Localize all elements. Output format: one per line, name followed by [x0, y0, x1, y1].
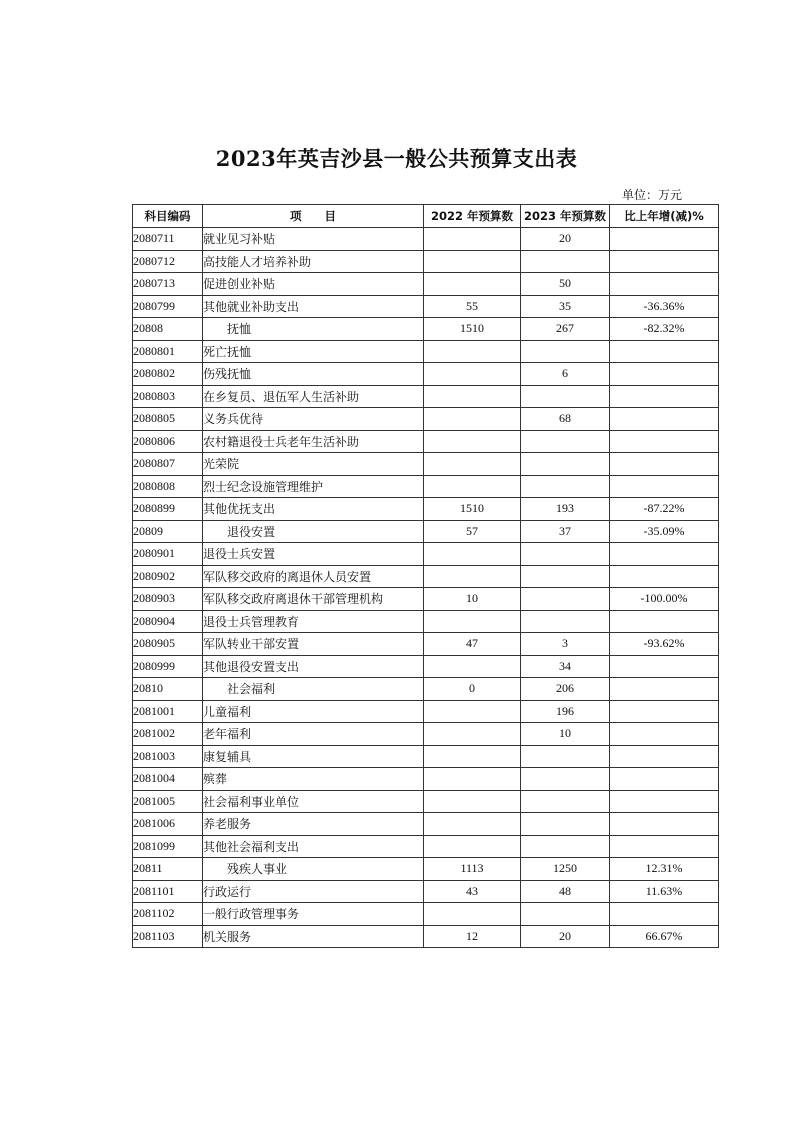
budget-2022-cell	[424, 250, 521, 273]
change-percent-cell	[610, 385, 719, 408]
budget-2023-cell: 37	[521, 520, 610, 543]
budget-2022-cell: 57	[424, 520, 521, 543]
change-percent-cell	[610, 250, 719, 273]
table-row	[133, 385, 719, 408]
change-percent-cell	[610, 565, 719, 588]
code-cell: 2080903	[133, 588, 203, 611]
code-cell: 2080902	[133, 565, 203, 588]
budget-2022-cell: 1510	[424, 318, 521, 341]
table-row	[133, 925, 719, 948]
unit-label: 单位：万元	[622, 188, 683, 202]
table-row	[133, 363, 719, 386]
budget-2023-cell: 20	[521, 925, 610, 948]
change-percent-cell: -82.32%	[610, 318, 719, 341]
item-name-cell: 军队转业干部安置	[203, 633, 424, 656]
budget-2022-cell	[424, 610, 521, 633]
budget-2022-cell	[424, 453, 521, 476]
header-code: 科目编码	[133, 205, 203, 228]
code-cell: 2081002	[133, 723, 203, 746]
code-cell: 20809	[133, 520, 203, 543]
item-name-cell: 义务兵优待	[203, 408, 424, 431]
code-cell: 2081006	[133, 813, 203, 836]
budget-2022-cell	[424, 363, 521, 386]
budget-2022-cell	[424, 655, 521, 678]
table-row	[133, 610, 719, 633]
change-percent-cell	[610, 430, 719, 453]
table-row	[133, 228, 719, 251]
budget-2023-cell: 68	[521, 408, 610, 431]
item-name-cell: 残疾人事业	[203, 858, 424, 881]
code-cell: 2080803	[133, 385, 203, 408]
budget-2022-cell	[424, 273, 521, 296]
budget-2023-cell	[521, 543, 610, 566]
budget-2023-cell	[521, 768, 610, 791]
budget-2022-cell	[424, 475, 521, 498]
code-cell: 2081005	[133, 790, 203, 813]
code-cell: 2080901	[133, 543, 203, 566]
code-cell: 20811	[133, 858, 203, 881]
table-body	[133, 228, 719, 948]
change-percent-cell	[610, 903, 719, 926]
change-percent-cell	[610, 790, 719, 813]
change-percent-cell	[610, 723, 719, 746]
change-percent-cell	[610, 700, 719, 723]
budget-2023-cell: 10	[521, 723, 610, 746]
table-row	[133, 430, 719, 453]
budget-2023-cell	[521, 745, 610, 768]
change-percent-cell	[610, 228, 719, 251]
change-percent-cell: 12.31%	[610, 858, 719, 881]
item-name-cell: 退役士兵安置	[203, 543, 424, 566]
table-row	[133, 858, 719, 881]
code-cell: 2080806	[133, 430, 203, 453]
code-cell: 20808	[133, 318, 203, 341]
table-row	[133, 745, 719, 768]
code-cell: 2080808	[133, 475, 203, 498]
budget-2022-cell	[424, 385, 521, 408]
table-row	[133, 678, 719, 701]
table-row	[133, 903, 719, 926]
item-name-cell: 其他社会福利支出	[203, 835, 424, 858]
budget-2022-cell	[424, 543, 521, 566]
item-name-cell: 军队移交政府的离退休人员安置	[203, 565, 424, 588]
code-cell: 2080801	[133, 340, 203, 363]
item-name-cell: 农村籍退役士兵老年生活补助	[203, 430, 424, 453]
change-percent-cell	[610, 813, 719, 836]
code-cell: 2081001	[133, 700, 203, 723]
budget-2023-cell: 50	[521, 273, 610, 296]
table-row	[133, 655, 719, 678]
change-percent-cell	[610, 453, 719, 476]
code-cell: 2081101	[133, 880, 203, 903]
change-percent-cell	[610, 835, 719, 858]
code-cell: 2081004	[133, 768, 203, 791]
code-cell: 2081003	[133, 745, 203, 768]
change-percent-cell: -93.62%	[610, 633, 719, 656]
table-row	[133, 835, 719, 858]
item-name-cell: 机关服务	[203, 925, 424, 948]
budget-2023-cell	[521, 790, 610, 813]
change-percent-cell: 11.63%	[610, 880, 719, 903]
change-percent-cell	[610, 678, 719, 701]
budget-2022-cell: 10	[424, 588, 521, 611]
header-2022-budget: 2022 年预算数	[424, 205, 521, 228]
item-name-cell: 退役士兵管理教育	[203, 610, 424, 633]
budget-2022-cell: 55	[424, 295, 521, 318]
budget-2023-cell	[521, 453, 610, 476]
item-name-cell: 社会福利事业单位	[203, 790, 424, 813]
code-cell: 2080904	[133, 610, 203, 633]
code-cell: 2081103	[133, 925, 203, 948]
item-name-cell: 社会福利	[203, 678, 424, 701]
change-percent-cell: 66.67%	[610, 925, 719, 948]
budget-2023-cell	[521, 610, 610, 633]
item-name-cell: 死亡抚恤	[203, 340, 424, 363]
code-cell: 2080802	[133, 363, 203, 386]
budget-2023-cell	[521, 903, 610, 926]
budget-2022-cell	[424, 408, 521, 431]
budget-2022-cell	[424, 340, 521, 363]
change-percent-cell	[610, 610, 719, 633]
table-row	[133, 408, 719, 431]
table-row	[133, 273, 719, 296]
table-row	[133, 633, 719, 656]
table-row	[133, 318, 719, 341]
budget-2023-cell	[521, 430, 610, 453]
change-percent-cell: -35.09%	[610, 520, 719, 543]
budget-2023-cell: 34	[521, 655, 610, 678]
budget-2023-cell	[521, 385, 610, 408]
item-name-cell: 高技能人才培养补助	[203, 250, 424, 273]
item-name-cell: 殡葬	[203, 768, 424, 791]
budget-2023-cell: 6	[521, 363, 610, 386]
table-row	[133, 475, 719, 498]
budget-2022-cell	[424, 565, 521, 588]
budget-2023-cell: 3	[521, 633, 610, 656]
code-cell: 2080905	[133, 633, 203, 656]
budget-2022-cell: 47	[424, 633, 521, 656]
change-percent-cell	[610, 408, 719, 431]
table-row	[133, 520, 719, 543]
table-row	[133, 565, 719, 588]
budget-2023-cell	[521, 475, 610, 498]
budget-2023-cell: 20	[521, 228, 610, 251]
budget-2023-cell: 206	[521, 678, 610, 701]
item-name-cell: 光荣院	[203, 453, 424, 476]
table-row	[133, 700, 719, 723]
budget-2022-cell	[424, 768, 521, 791]
code-cell: 2080799	[133, 295, 203, 318]
item-name-cell: 烈士纪念设施管理维护	[203, 475, 424, 498]
budget-2022-cell: 0	[424, 678, 521, 701]
header-change-percent: 比上年增(减)%	[610, 205, 719, 228]
budget-2022-cell: 1113	[424, 858, 521, 881]
code-cell: 2080899	[133, 498, 203, 521]
budget-2023-cell: 193	[521, 498, 610, 521]
code-cell: 2080999	[133, 655, 203, 678]
table-header-row	[133, 205, 719, 228]
item-name-cell: 其他就业补助支出	[203, 295, 424, 318]
item-name-cell: 伤残抚恤	[203, 363, 424, 386]
code-cell: 2080805	[133, 408, 203, 431]
budget-2023-cell	[521, 588, 610, 611]
change-percent-cell	[610, 340, 719, 363]
change-percent-cell	[610, 273, 719, 296]
code-cell: 2080807	[133, 453, 203, 476]
code-cell: 2080712	[133, 250, 203, 273]
item-name-cell: 一般行政管理事务	[203, 903, 424, 926]
item-name-cell: 其他优抚支出	[203, 498, 424, 521]
budget-2022-cell	[424, 813, 521, 836]
item-name-cell: 就业见习补贴	[203, 228, 424, 251]
budget-2023-cell: 196	[521, 700, 610, 723]
budget-2022-cell	[424, 903, 521, 926]
budget-2022-cell: 12	[424, 925, 521, 948]
budget-2023-cell	[521, 340, 610, 363]
table-row	[133, 295, 719, 318]
table-row	[133, 588, 719, 611]
item-name-cell: 退役安置	[203, 520, 424, 543]
header-item: 项 目	[203, 205, 424, 228]
change-percent-cell: -87.22%	[610, 498, 719, 521]
budget-2023-cell	[521, 835, 610, 858]
code-cell: 2081102	[133, 903, 203, 926]
table-row	[133, 768, 719, 791]
table-row	[133, 813, 719, 836]
item-name-cell: 促进创业补贴	[203, 273, 424, 296]
budget-table	[132, 204, 719, 948]
change-percent-cell	[610, 543, 719, 566]
item-name-cell: 在乡复员、退伍军人生活补助	[203, 385, 424, 408]
table-row	[133, 340, 719, 363]
budget-2023-cell	[521, 250, 610, 273]
budget-2023-cell	[521, 565, 610, 588]
code-cell: 2080711	[133, 228, 203, 251]
table-row	[133, 790, 719, 813]
budget-2023-cell: 267	[521, 318, 610, 341]
budget-2022-cell	[424, 228, 521, 251]
change-percent-cell	[610, 745, 719, 768]
item-name-cell: 养老服务	[203, 813, 424, 836]
table-row	[133, 543, 719, 566]
change-percent-cell: -100.00%	[610, 588, 719, 611]
change-percent-cell	[610, 655, 719, 678]
item-name-cell: 行政运行	[203, 880, 424, 903]
budget-2022-cell	[424, 700, 521, 723]
item-name-cell: 抚恤	[203, 318, 424, 341]
table-row	[133, 723, 719, 746]
item-name-cell: 儿童福利	[203, 700, 424, 723]
budget-2022-cell	[424, 790, 521, 813]
budget-2022-cell	[424, 723, 521, 746]
code-cell: 2080713	[133, 273, 203, 296]
item-name-cell: 军队移交政府离退休干部管理机构	[203, 588, 424, 611]
table-row	[133, 453, 719, 476]
header-2023-budget: 2023 年预算数	[521, 205, 610, 228]
change-percent-cell	[610, 363, 719, 386]
budget-2022-cell: 43	[424, 880, 521, 903]
change-percent-cell: -36.36%	[610, 295, 719, 318]
item-name-cell: 其他退役安置支出	[203, 655, 424, 678]
budget-2022-cell	[424, 430, 521, 453]
budget-2023-cell: 48	[521, 880, 610, 903]
table-row	[133, 250, 719, 273]
budget-2023-cell: 1250	[521, 858, 610, 881]
budget-2023-cell: 35	[521, 295, 610, 318]
budget-2023-cell	[521, 813, 610, 836]
budget-2022-cell	[424, 835, 521, 858]
budget-2022-cell: 1510	[424, 498, 521, 521]
code-cell: 20810	[133, 678, 203, 701]
item-name-cell: 老年福利	[203, 723, 424, 746]
code-cell: 2081099	[133, 835, 203, 858]
item-name-cell: 康复辅具	[203, 745, 424, 768]
page-title: 2023年英吉沙县一般公共预算支出表	[215, 146, 578, 171]
change-percent-cell	[610, 475, 719, 498]
budget-2022-cell	[424, 745, 521, 768]
table-row	[133, 880, 719, 903]
table-row	[133, 498, 719, 521]
change-percent-cell	[610, 768, 719, 791]
